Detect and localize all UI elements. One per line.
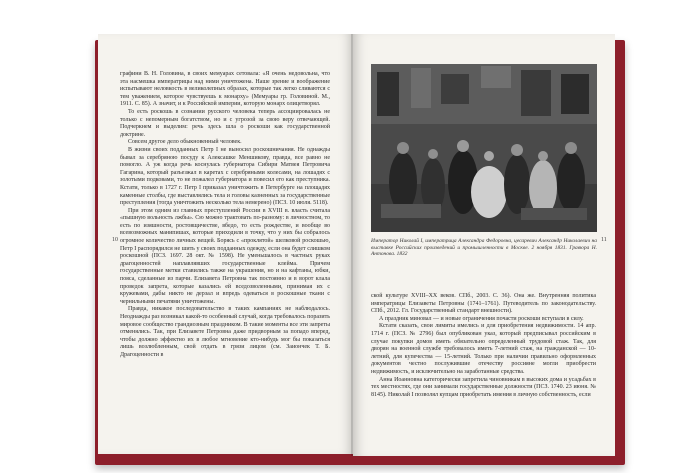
left-page xyxy=(98,34,353,454)
paragraph: графини В. Н. Головина, в своих мемуарах сетовала: «Я очень недовольна, что эта насмешка императрицы над ними уничтожена. Наше зрение и воображение испытывают неловкость в великолепных образах, которые так легко сливаются с тем уважением, которое чувствуешь к монарху» (Мемуары гр. Головиной. М., 1911. С. 85). А значит, и к Российской империи, которую монарх олицетворял. xyxy=(120,71,330,108)
illustration-caption: Император Николай I, императрица Александра Федоровна, цесаревич Александр Николаевич на выставке Российских произведений и промышленности в Москве. 2 ноября 1831. Гравюра Н. Антонова. 1832 xyxy=(371,238,597,258)
paragraph: ской культуре XVIII–XX веков. СПб., 2003. С. 36). Она же. Внутренняя политика императрицы Елизаветы Петровны (1741–1761). Путеводитель по законодательству. СПб., 2012. Гл. Государственный стандарт внешности). xyxy=(371,293,596,315)
paragraph: Совсем другое дело обыкновенный человек. xyxy=(128,139,242,146)
right-page-text xyxy=(371,293,596,399)
engraving-image xyxy=(371,64,597,232)
paragraph: То есть роскошь в сознании русского человека теперь ассоциировалась не только с непомерным богатством, но и с угрозой за свою веру отвечающей. Подчеркнем и выделим: речь здесь шла о роскоши как государственной доктрине. xyxy=(120,108,330,138)
paragraph: При этом одним из главных преступлений России в XVIII в. власть считала «пышную вольность лжбы». Сю можно трактовать по-разному: в личностном, то есть по изяшности, ростовщичестве, вбедо, то есть рождестве, и вообще во всевозможных манипишах, которые приходили в точку, что у них бы собралось огромное количество личных вещей. Борясь с «проклятой» шелковой роскошью, Петр I распорядился не шить у своих подданных одежду, если она будет слишком роскошной (ПСЗ. 1697. 28 окт. № 1598). Не уменьшалось в частных руках драгоценностей наплавлявших государственные клейма. Причем государственные метки ставились также на украшения, но и на кафтаны, юбки, пояса, сделанные из парчи. Елизавета Петровна так постоянно и в ворот клала проведок запрета, которые казались ей вседозволенными, принимая их с кружевами, дабы никто не дерзал и впредь одеваться в роскошные ткани с чернильными печатями уничтожены. xyxy=(120,207,330,305)
illustration-engraving xyxy=(371,64,597,232)
page-number-right: 11 xyxy=(601,237,607,243)
paragraph: Анна Иоанновна категорически запретила чиновникам в высоких дома и усадьбах в тех местностях, где они занимали государственные должности (ПСЗ. 1740. 23 июня. № 8145). Николай I позволял купцам приобретать имения в личную собственность, если xyxy=(371,376,596,398)
paragraph: Кстати сказать, свои лимиты имелись и для приобретения недвижимости. 14 апр. 1714 г. (ПСЗ. № 2796) был опубликован указ, который предписывал российским в случае покупки домов иметь обязательно определенный трудовой стаж. Так, для дворян на военной службе требовалось иметь 7-летний стаж, на гражданской — 10-летний, для купечества — 15-летний. Только при наличии правильно оформленных документов честно послужившие отечеству россияне могли приобрести недвижимость, и исключительно на заработанные средства. xyxy=(371,323,596,375)
page-number-left: 10 xyxy=(112,237,118,243)
paragraph: А праздник миновал — и новые ограничения почасти роскоши вступали в силу. xyxy=(379,315,584,322)
left-page-text xyxy=(120,71,330,360)
paragraph: Правда, никакое последовательство в таких кампаниях не наблюдалось. Неоднажды раз возникал какой-то особенный случай, когда требовалось поразить мировое сообщество грандиозным праздником. В такие моменты все эти запреты отменялись. Так, при Елизавете Петровна даже придворным за попадо вперед, чтобы должно эффектно их в любое мгновение кто-нибудь мог бы показаться лишь возлюбленным, свой отдать в грязи лицом (см. Заиончек Т. Б. Драгоценности в xyxy=(120,306,330,358)
paragraph: В жизни своих подданных Петр I не выносил роскошничания. Не однажды бывал за серебряною посуду к Алексашке Меншикову, правда, все равно не помогло. А уж когда речь коснулась губернатора Сибири Матвея Петровича Гагарина, который разъезжал в каретах с серебряными колесами, на лошадях с золотыми подковами, то не пожалел губернатора и повесил его как преступника. Кстати, только в 1727 г. Петр I приказал уничтожить в Петербурге на площадях каменные столбы, где выставлялись тела и головы казненных за государственные преступления (тогда уничтожить несколько тела немерено) (ПСЗ. 10 июля. 5118). xyxy=(120,146,330,207)
right-page xyxy=(353,34,615,456)
